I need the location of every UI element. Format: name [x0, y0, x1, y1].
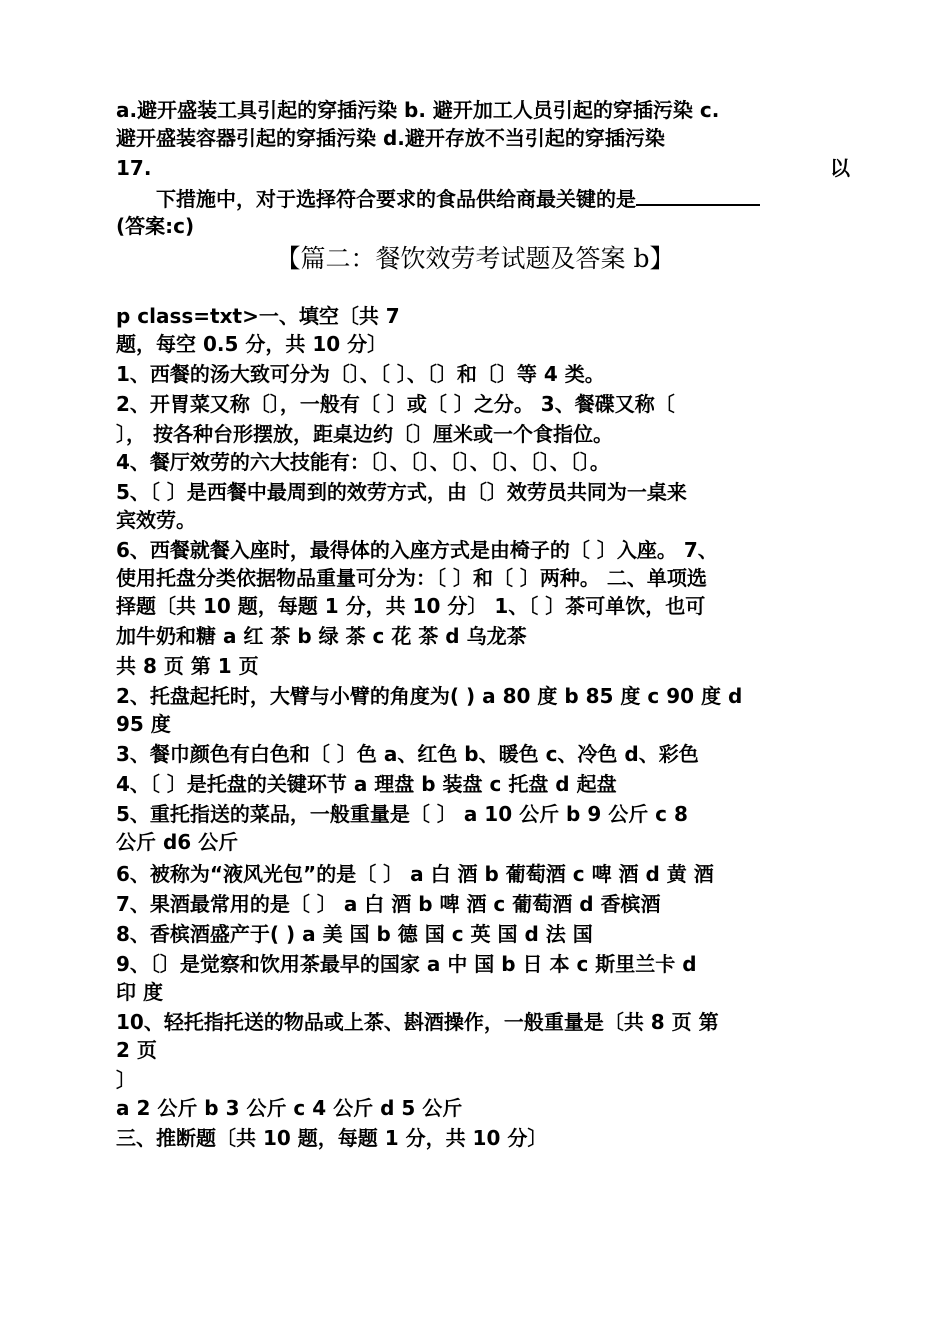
- text-line: a.避开盛装工具引起的穿插污染 b. 避开加工人员引起的穿插污染 c.: [116, 98, 720, 122]
- text-line: 印 度: [116, 980, 163, 1004]
- text-line: 5、〔 〕是西餐中最周到的效劳方式，由〔〕效劳员共同为一桌来: [116, 480, 687, 504]
- text-line: 1、西餐的汤大致可分为〔〕、〔 〕、〔〕和〔〕等 4 类。: [116, 362, 605, 386]
- text-line: 〕， 按各种台形摆放，距桌边约〔〕厘米或一个食指位。: [116, 422, 613, 446]
- text-line: 避开盛装容器引起的穿插污染 d.避开存放不当引起的穿插污染: [116, 126, 665, 150]
- section-title: 【篇二：餐饮效劳考试题及答案 b】: [275, 244, 675, 273]
- text-line: 95 度: [116, 712, 171, 736]
- question-text-body: 下措施中，对于选择符合要求的食品供给商最关键的是: [156, 187, 636, 211]
- text-line: 2 页: [116, 1038, 157, 1062]
- text-line: 4、〔 〕是托盘的关键环节 a 理盘 b 装盘 c 托盘 d 起盘: [116, 772, 617, 796]
- text-line: 2、开胃菜又称〔〕，一般有〔 〕或〔 〕之分。 3、餐碟又称〔: [116, 392, 675, 416]
- text-fragment: 以: [830, 156, 850, 180]
- text-line: 4、餐厅效劳的六大技能有：〔〕、〔〕、〔〕、〔〕、〔〕、〔〕。: [116, 450, 610, 474]
- text-line: 10、轻托指托送的物品或上茶、斟酒操作，一般重量是〔共 8 页 第: [116, 1010, 719, 1034]
- section-heading: 三、推断题〔共 10 题，每题 1 分，共 10 分〕: [116, 1126, 548, 1150]
- text-line: 题，每空 0.5 分，共 10 分〕: [116, 332, 388, 356]
- question-number: 17.: [116, 156, 152, 180]
- text-line: 公斤 d6 公斤: [116, 830, 239, 854]
- text-line: 9、〔〕是觉察和饮用茶最早的国家 a 中 国 b 日 本 c 斯里兰卡 d: [116, 952, 697, 976]
- text-line: 使用托盘分类依据物品重量可分为：〔 〕和〔 〕两种。 二、单项选: [116, 566, 707, 590]
- text-line: a 2 公斤 b 3 公斤 c 4 公斤 d 5 公斤: [116, 1096, 463, 1120]
- text-line: 3、餐巾颜色有白色和〔 〕色 a、红色 b、暖色 c、冷色 d、彩色: [116, 742, 699, 766]
- text-line: 〕: [116, 1068, 136, 1092]
- text-line: p class=txt>一、填空〔共 7: [116, 304, 400, 328]
- text-line: 宾效劳。: [116, 508, 196, 532]
- page-footer: 共 8 页 第 1 页: [116, 654, 259, 678]
- question-text: [156, 184, 760, 213]
- answer-blank: [636, 184, 760, 206]
- text-line: 2、托盘起托时，大臂与小臂的角度为( ) a 80 度 b 85 度 c 90 度 d: [116, 684, 743, 708]
- text-line: 加牛奶和糖 a 红 茶 b 绿 茶 c 花 茶 d 乌龙茶: [116, 624, 527, 648]
- answer-text: (答案:c): [116, 214, 195, 238]
- text-line: 5、重托指送的菜品，一般重量是〔 〕 a 10 公斤 b 9 公斤 c 8: [116, 802, 688, 826]
- text-line: 择题〔共 10 题，每题 1 分，共 10 分〕 1、〔 〕茶可单饮，也可: [116, 594, 706, 618]
- text-line: 8、香槟酒盛产于( ) a 美 国 b 德 国 c 英 国 d 法 国: [116, 922, 593, 946]
- text-line: 6、被称为“液风光包”的是〔 〕 a 白 酒 b 葡萄酒 c 啤 酒 d 黄 酒: [116, 862, 714, 886]
- text-line: 7、果酒最常用的是〔 〕 a 白 酒 b 啤 酒 c 葡萄酒 d 香槟酒: [116, 892, 661, 916]
- text-line: 6、西餐就餐入座时，最得体的入座方式是由椅子的〔 〕入座。 7、: [116, 538, 718, 562]
